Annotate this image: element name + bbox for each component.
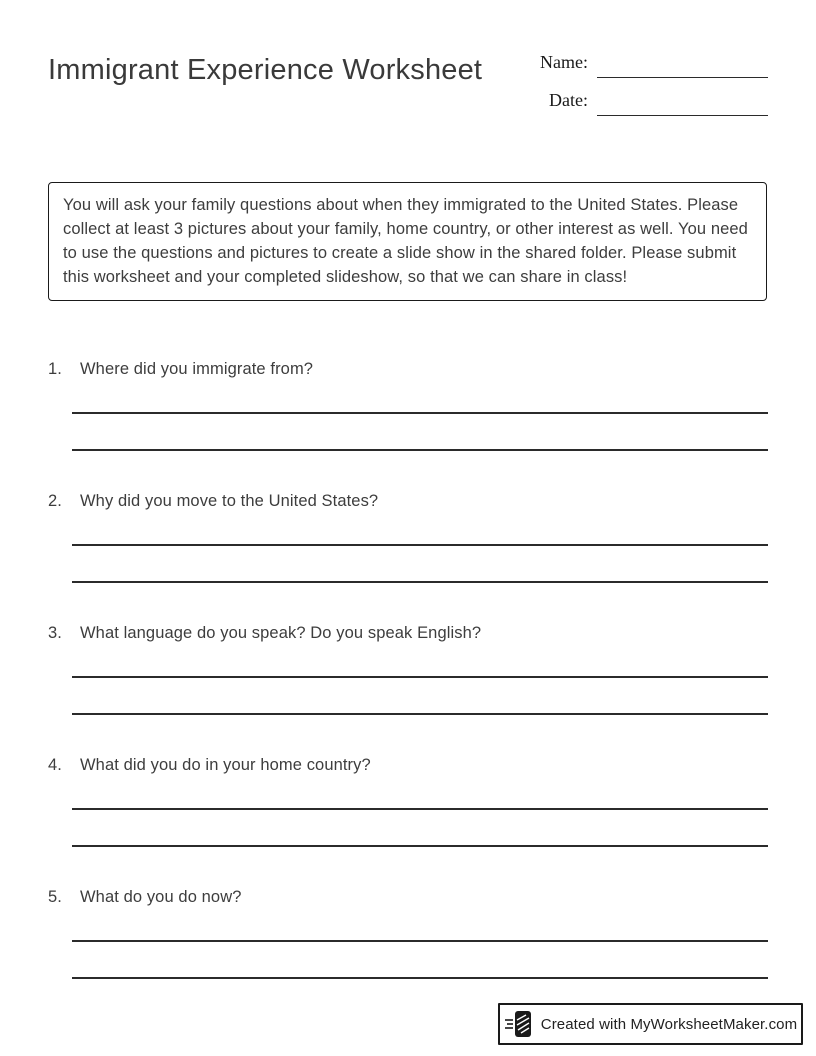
question-5 bbox=[48, 886, 768, 908]
question-3 bbox=[48, 622, 768, 644]
answer-line bbox=[72, 581, 768, 583]
answer-line bbox=[72, 449, 768, 451]
question-1 bbox=[48, 358, 768, 380]
instructions-box: You will ask your family questions about when they immigrated to the United States. Please collect at least 3 pictures about your family, home country, or other interest as well. You need to use the questions and pictures to create a slide show in the shared folder. Please submit this worksheet and your completed slideshow, so that we can share in class! bbox=[48, 182, 767, 301]
date-label: Date: bbox=[549, 90, 588, 110]
worksheet-maker-credit-badge[interactable] bbox=[498, 1003, 803, 1045]
answer-line bbox=[72, 977, 768, 979]
credit-text: Created with MyWorksheetMaker.com bbox=[540, 1015, 798, 1033]
page-title: Immigrant Experience Worksheet bbox=[48, 54, 483, 86]
question-number: 2. bbox=[48, 492, 62, 510]
name-label: Name: bbox=[540, 52, 588, 72]
answer-line bbox=[72, 713, 768, 715]
question-text: Where did you immigrate from? bbox=[80, 360, 314, 378]
answer-line bbox=[72, 808, 768, 810]
question-number: 1. bbox=[48, 360, 62, 378]
answer-line bbox=[72, 412, 768, 414]
date-blank-line bbox=[597, 115, 768, 116]
answer-line bbox=[72, 676, 768, 678]
question-text: What did you do in your home country? bbox=[80, 756, 371, 774]
question-text: What do you do now? bbox=[80, 888, 242, 906]
question-2 bbox=[48, 490, 768, 512]
question-text: What language do you speak? Do you speak English? bbox=[80, 624, 482, 642]
question-number: 3. bbox=[48, 624, 62, 642]
name-blank-line bbox=[597, 77, 768, 78]
answer-line bbox=[72, 544, 768, 546]
answer-line bbox=[72, 940, 768, 942]
answer-line bbox=[72, 845, 768, 847]
question-number: 5. bbox=[48, 888, 62, 906]
question-text: Why did you move to the United States? bbox=[80, 492, 379, 510]
question-number: 4. bbox=[48, 756, 62, 774]
worksheet-maker-logo-icon bbox=[504, 1010, 534, 1038]
question-4 bbox=[48, 754, 768, 776]
